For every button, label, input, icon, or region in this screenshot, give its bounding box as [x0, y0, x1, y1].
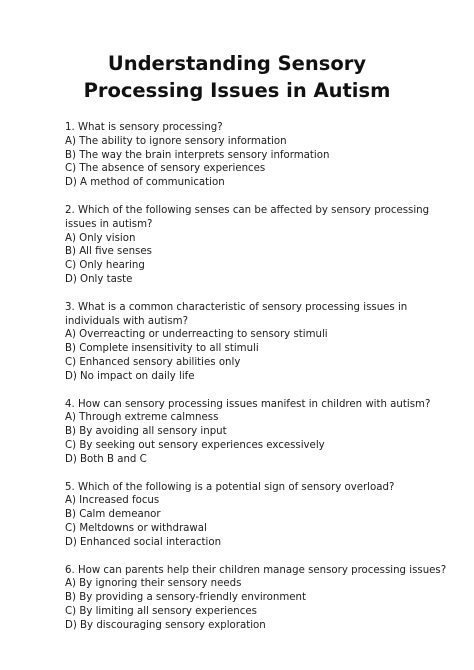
answer-option-b: B) Complete insensitivity to all stimuli [65, 343, 259, 355]
answer-option-c: C) Enhanced sensory abilities only [65, 356, 241, 368]
question-3 [65, 301, 455, 384]
question-5 [65, 481, 455, 550]
answer-option-b: B) By providing a sensory-friendly environment [65, 592, 306, 604]
question-1 [65, 121, 455, 190]
question-prompt: 5. Which of the following is a potential sign of sensory overload? [65, 481, 395, 493]
answer-option-d: D) Enhanced social interaction [65, 536, 222, 548]
answer-option-c: C) Only hearing [65, 260, 145, 272]
title-line-1: Understanding Sensory [107, 52, 367, 75]
answer-option-a: A) Through extreme calmness [65, 412, 219, 424]
answer-option-a: A) Only vision [65, 232, 136, 244]
answer-option-b: B) The way the brain interprets sensory information [65, 149, 330, 161]
question-prompt-continued: individuals with autism? [65, 315, 189, 327]
title-line-2: Processing Issues in Autism [83, 79, 391, 102]
question-prompt: 6. How can parents help their children manage sensory processing issues? [65, 564, 447, 576]
answer-option-b: B) By avoiding all sensory input [65, 426, 227, 438]
question-prompt: 2. Which of the following senses can be affected by sensory processing [65, 204, 430, 216]
question-6 [65, 564, 455, 633]
question-2 [65, 204, 455, 287]
answer-option-b: B) All five senses [65, 246, 152, 258]
question-prompt: 3. What is a common characteristic of sensory processing issues in [65, 301, 408, 313]
question-prompt: 4. How can sensory processing issues manifest in children with autism? [65, 398, 431, 410]
answer-option-d: D) By discouraging sensory exploration [65, 619, 266, 631]
answer-option-c: C) Meltdowns or withdrawal [65, 522, 207, 534]
answer-option-a: A) By ignoring their sensory needs [65, 578, 242, 590]
answer-option-c: C) By limiting all sensory experiences [65, 605, 257, 617]
answer-option-d: D) A method of communication [65, 177, 225, 189]
answer-option-d: D) Only taste [65, 273, 133, 285]
page-title [0, 50, 474, 104]
answer-option-a: A) Increased focus [65, 495, 160, 507]
answer-option-c: C) The absence of sensory experiences [65, 163, 266, 175]
answer-option-d: D) No impact on daily life [65, 370, 195, 382]
question-prompt: 1. What is sensory processing? [65, 122, 223, 133]
question-prompt-continued: issues in autism? [65, 218, 153, 230]
answer-option-a: A) Overreacting or underreacting to sensory stimuli [65, 329, 328, 341]
question-4 [65, 398, 455, 467]
quiz-list [65, 121, 455, 647]
answer-option-b: B) Calm demeanor [65, 509, 161, 521]
answer-option-c: C) By seeking out sensory experiences excessively [65, 439, 325, 451]
answer-option-a: A) The ability to ignore sensory information [65, 135, 287, 147]
answer-option-d: D) Both B and C [65, 453, 147, 465]
